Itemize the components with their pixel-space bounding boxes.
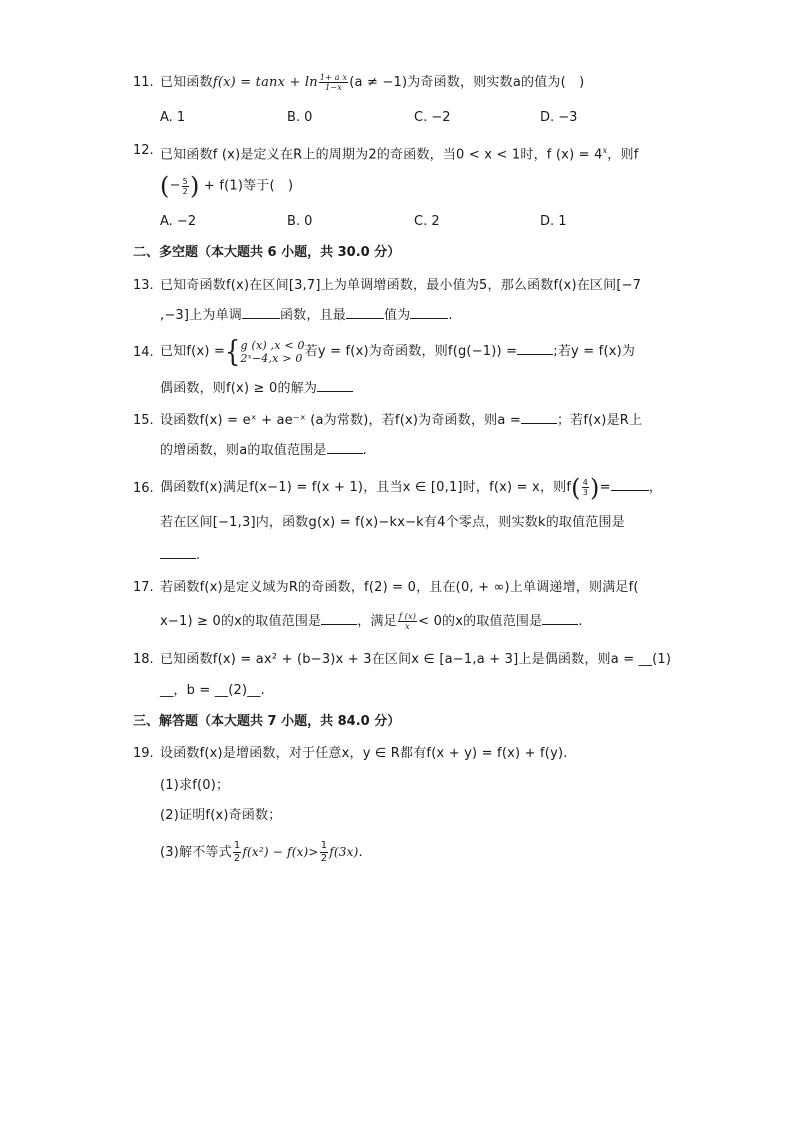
q16-line3	[160, 546, 200, 566]
q19-sub3-b: f(x²) − f(x)>	[242, 845, 319, 859]
q17-line2	[160, 608, 583, 636]
q19-line1: 设函数f(x)是增函数，对于任意x，y ∈ R都有f(x + y) = f(x) + f(y).	[160, 746, 568, 761]
q19-sub1: (1)求f(0)；	[160, 778, 230, 793]
q12-line2-rest: + f(1)等于( )	[203, 178, 294, 194]
q14-cases	[241, 339, 305, 365]
q16-line2: 若在区间[−1,3]内，函数g(x) = f(x)−kx−k有4个零点，则实数k的取值范围是	[160, 515, 625, 530]
q14-line2	[160, 379, 353, 399]
q19-half-1-top: 1	[233, 840, 241, 851]
q17-line2-a: x−1) ≥ 0的x的取值范围是	[160, 614, 322, 629]
q19-sub2: (2)证明f(x)奇函数；	[160, 808, 282, 823]
q11-text-a: 已知函数	[160, 75, 213, 90]
q17-blank-1[interactable]	[321, 612, 357, 625]
q14-blank-1[interactable]	[517, 342, 553, 355]
q16-line3-text: .	[196, 548, 201, 563]
q19-sub3-c: f(3x)	[329, 845, 359, 859]
q12-number: 12.	[133, 143, 154, 158]
q19-number: 19.	[133, 746, 154, 761]
q19-half-2	[320, 840, 329, 865]
q17-number: 17.	[133, 580, 154, 595]
q14-line2-text: 偶函数，则f(x) ≥ 0的解为	[160, 381, 318, 396]
q13-number: 13.	[133, 278, 154, 293]
q15-line1	[160, 411, 642, 431]
q14-case-2: 2ˣ−4,x > 0	[240, 351, 303, 365]
q15-line2	[160, 441, 367, 461]
q14-case-1: g (x) ,x < 0	[240, 338, 305, 352]
q16-paren-right: )	[590, 473, 600, 502]
q18-number: 18.	[133, 652, 154, 667]
q17-fraction	[398, 612, 417, 631]
q11-option-a[interactable]: A. 1	[160, 110, 186, 125]
q11-formula: f(x) = tanx + ln	[212, 75, 318, 90]
q19-sub3-d: .	[358, 845, 363, 860]
q18-line1: 已知函数f(x) = ax² + (b−3)x + 3在区间x ∈ [a−1,a + 3]上是偶函数，则a = __(1)	[160, 652, 672, 667]
q16-line1-a: 偶函数f(x)满足f(x−1) = f(x + 1)，且当x ∈ [0,1]时，f(x) = x，则f	[160, 480, 572, 495]
q13-line2-c: 值为	[383, 308, 411, 323]
q17-line2-c: < 0的x的取值范围是	[418, 614, 543, 629]
q16-blank-2[interactable]	[160, 546, 196, 559]
q11-number: 11.	[133, 75, 154, 90]
q19-half-2-top: 1	[320, 840, 328, 851]
q12-frac-bot: 2	[182, 186, 188, 196]
q13-line2-a: ,−3]上为单调	[160, 308, 242, 323]
q19-half-1	[233, 840, 242, 865]
q13-line2-b: 函数，且最	[279, 308, 346, 323]
q13-line2-d: .	[448, 308, 453, 323]
q19-sub3	[160, 838, 363, 867]
q11-option-b[interactable]: B. 0	[287, 110, 313, 125]
q15-line2-a: 的增函数，则a的取值范围是	[160, 443, 327, 458]
q12-option-a[interactable]: A. −2	[160, 214, 197, 229]
q11-frac-bot: 1−x	[325, 83, 342, 92]
q11-frac-top: 1+ a x	[319, 73, 348, 82]
q19-half-1-bot: 2	[233, 853, 241, 864]
q13-blank-2[interactable]	[346, 306, 384, 319]
q15-number: 15.	[133, 413, 154, 428]
q14-text-b: 若y = f(x)为奇函数，则f(g(−1)) =	[304, 344, 518, 359]
q12-option-b[interactable]: B. 0	[287, 214, 313, 229]
q11-text-b: (a ≠ −1)为奇函数，则实数a的值为( )	[349, 75, 585, 90]
section-3-heading: 三、解答题（本大题共 7 小题，共 84.0 分）	[133, 714, 401, 729]
q13-blank-3[interactable]	[410, 306, 448, 319]
q12-fraction	[182, 177, 189, 196]
q12-frac-top: 5	[182, 176, 188, 186]
q11-option-c[interactable]: C. −2	[414, 110, 451, 125]
q12-paren-left: (	[160, 172, 170, 200]
q12-line2: (− $\frac{5}{2}$ ) + f(1)等于( )	[160, 172, 294, 200]
q18-line2: __，b = __(2)__.	[160, 683, 265, 698]
q14-text-c: ;若y = f(x)为	[553, 344, 636, 359]
q15-line2-b: .	[362, 443, 367, 458]
q16-blank-1[interactable]	[611, 478, 649, 491]
q13-blank-1[interactable]	[242, 306, 280, 319]
q19-half-2-bot: 2	[320, 853, 328, 864]
q14-brace: {	[225, 334, 241, 369]
q17-frac-top: f (x)	[398, 612, 417, 621]
q13-line1: 已知奇函数f(x)在区间[3,7]上为单调增函数，最小值为5，那么函数f(x)在区间[−7	[160, 278, 642, 293]
q16-paren-left: (	[571, 473, 581, 502]
q17-blank-2[interactable]	[542, 612, 578, 625]
q16-line1	[160, 473, 662, 503]
q17-line1: 若函数f(x)是定义域为R的奇函数，f(2) = 0，且在(0, + ∞)上单调递增，则满足f(	[160, 580, 639, 595]
q12-line1-text: 已知函数f (x)是定义在R上的周期为2的奇函数，当0 < x < 1时，f (x) = 4	[160, 147, 603, 163]
q15-blank-1[interactable]	[521, 411, 557, 424]
q14-number: 14.	[133, 345, 154, 360]
q17-line2-d: .	[578, 614, 583, 629]
q17-frac-bot: x	[405, 622, 410, 631]
q14-text-a: 已知f(x) =	[160, 344, 226, 359]
q13-line2	[160, 306, 453, 326]
q16-line1-b: =	[599, 480, 611, 495]
q15-blank-2[interactable]	[327, 441, 363, 454]
q12-sup: x	[602, 146, 608, 155]
q14-line1	[160, 334, 636, 369]
q19-sub3-a: (3)解不等式	[160, 845, 232, 860]
q15-line1-a: 设函数f(x) = eˣ + ae⁻ˣ (a为常数)，若f(x)为奇函数，则a =	[160, 413, 521, 428]
q12-line1-end: ，则f	[607, 147, 639, 163]
q16-fraction	[582, 478, 589, 497]
q15-line1-b: ；若f(x)是R上	[556, 413, 643, 428]
q12-option-c[interactable]: C. 2	[414, 214, 440, 229]
q12-paren-right: )	[189, 172, 200, 200]
q11-stem	[160, 73, 584, 93]
q11-fraction	[319, 73, 348, 92]
q14-blank-2[interactable]	[317, 379, 353, 392]
q12-line1	[160, 141, 638, 165]
q11-option-d[interactable]: D. −3	[540, 110, 578, 125]
q16-frac-top: 4	[582, 478, 589, 487]
q16-frac-bot: 3	[582, 488, 589, 497]
section-2-heading: 二、多空题（本大题共 6 小题，共 30.0 分）	[133, 245, 401, 260]
q17-line2-b: ，满足	[357, 614, 397, 629]
q12-option-d[interactable]: D. 1	[540, 214, 567, 229]
q16-line1-c: ，	[648, 480, 662, 495]
q16-number: 16.	[133, 481, 154, 496]
